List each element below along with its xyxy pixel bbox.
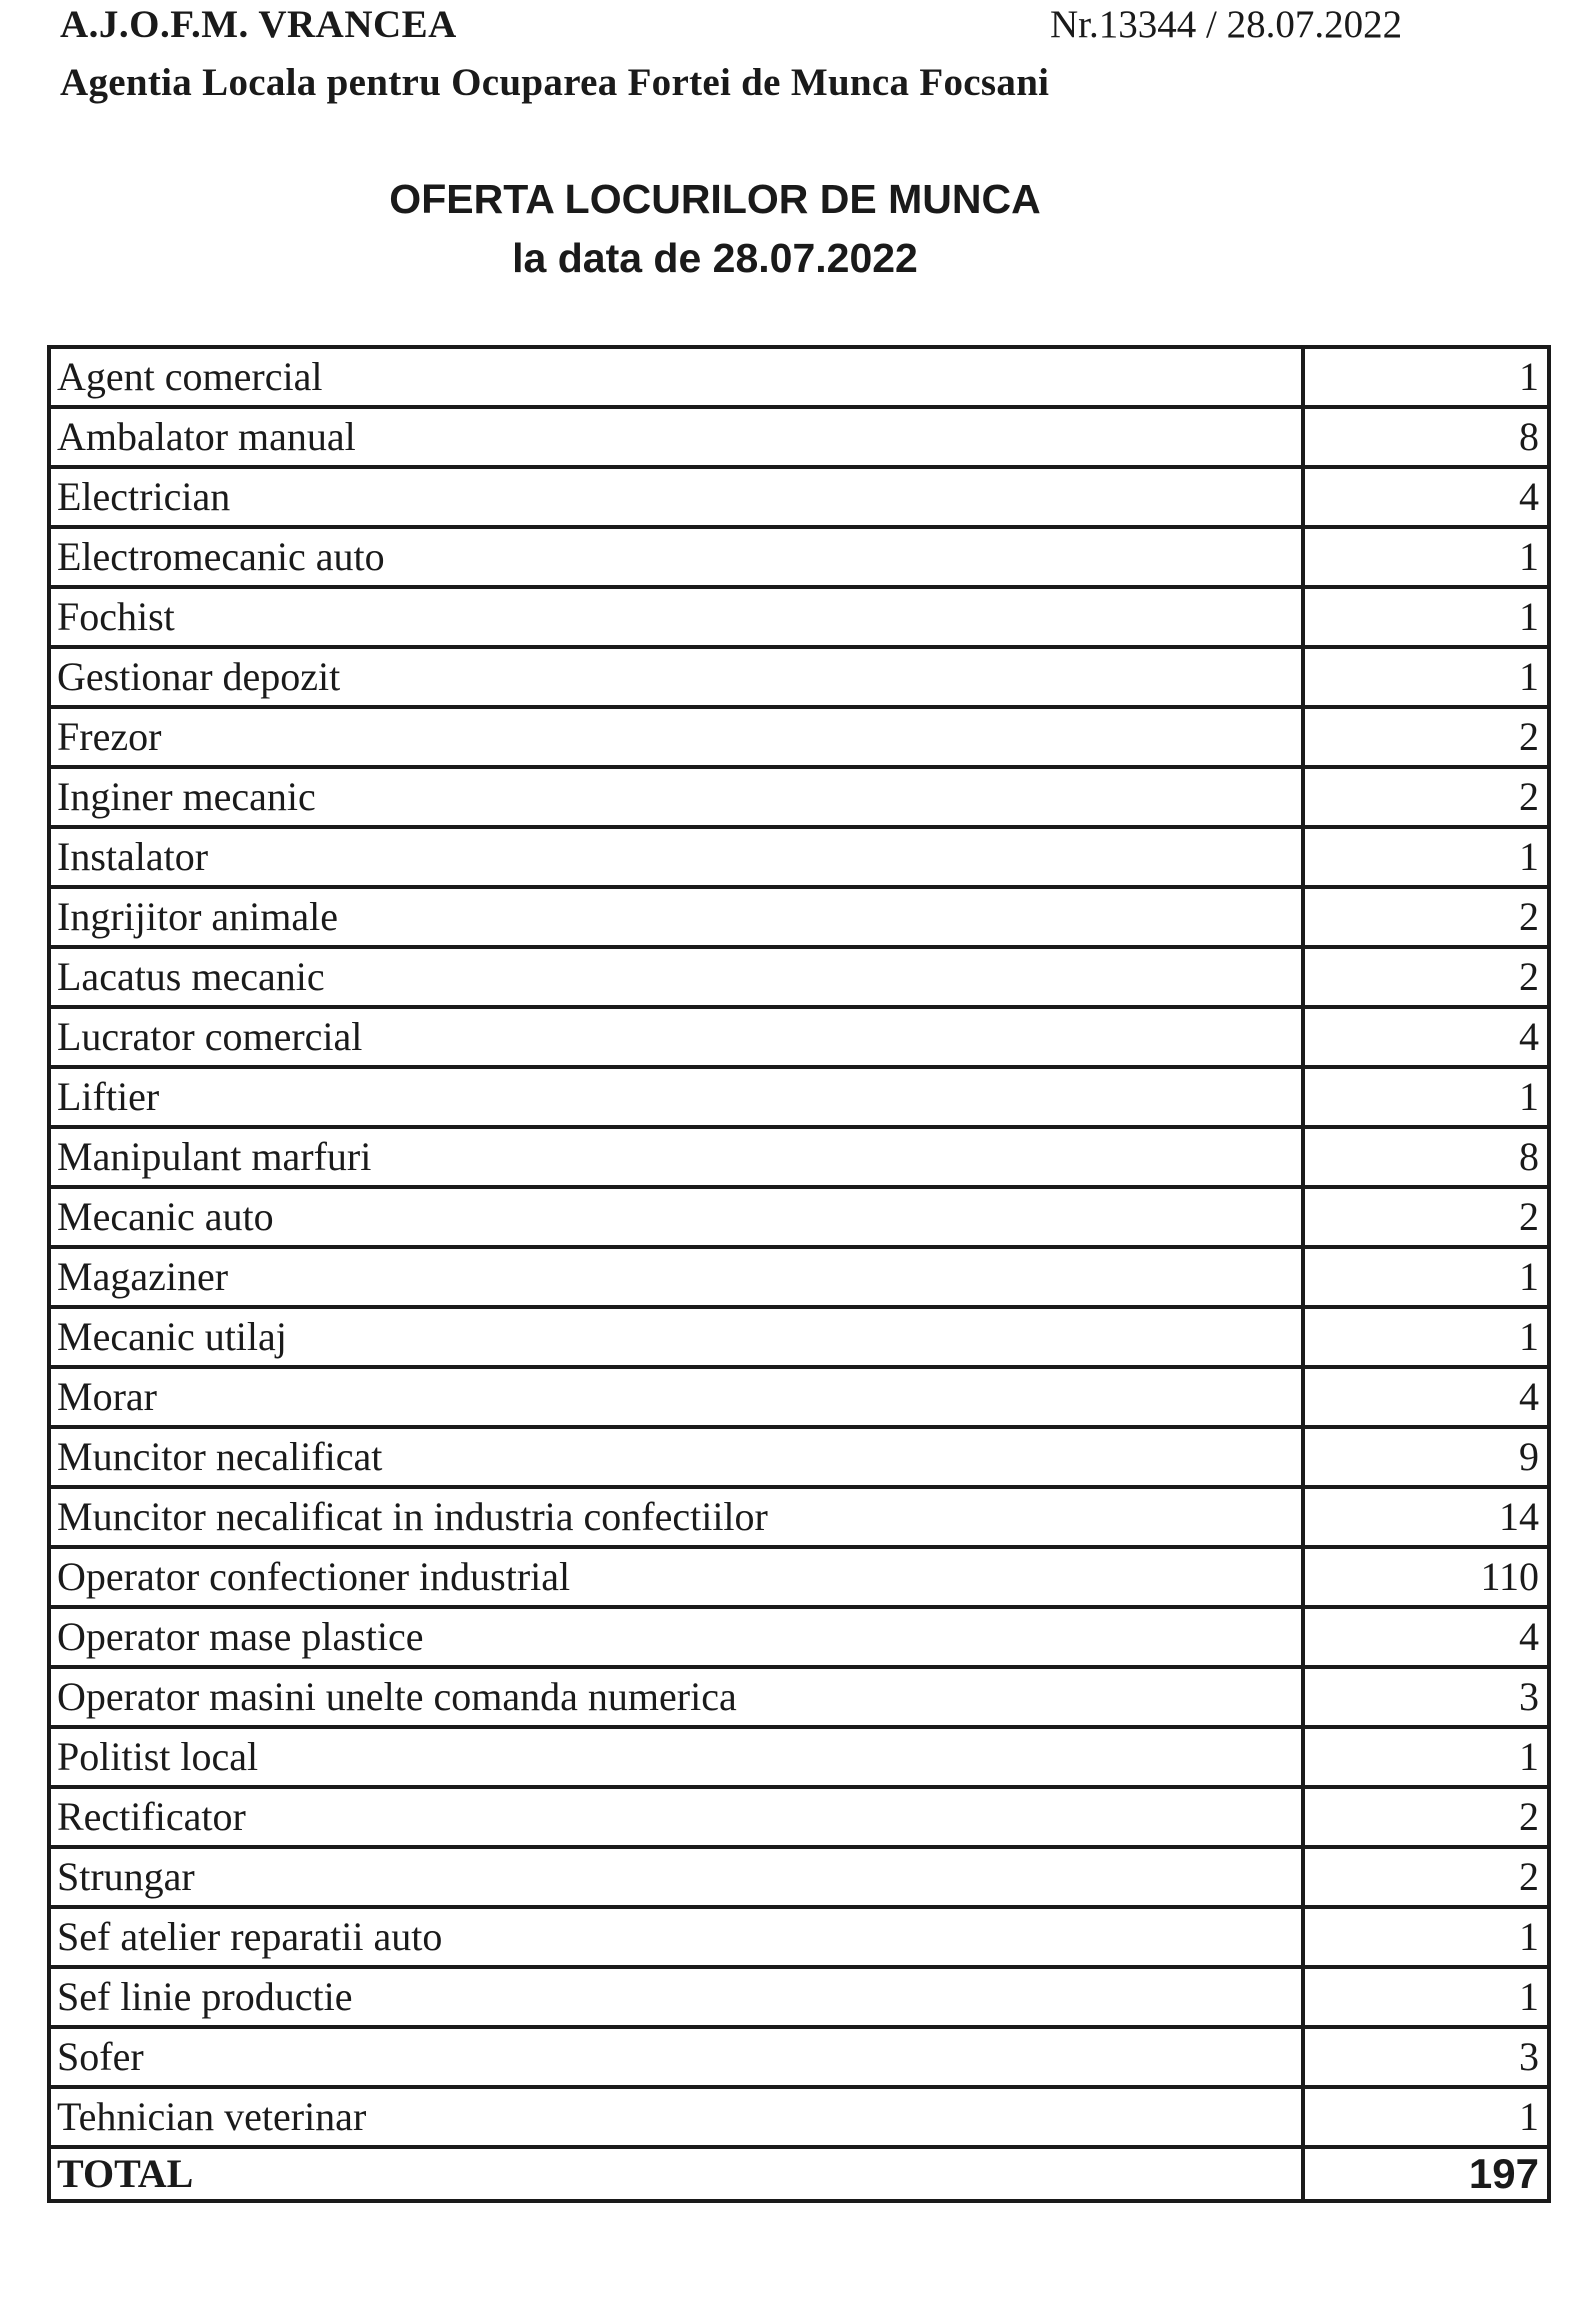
job-title: Lacatus mecanic xyxy=(49,947,1303,1007)
job-count: 8 xyxy=(1303,407,1549,467)
job-title: Frezor xyxy=(49,707,1303,767)
job-count: 14 xyxy=(1303,1487,1549,1547)
table-row xyxy=(49,587,1549,647)
job-offers-table xyxy=(47,345,1551,2203)
job-title: Sef atelier reparatii auto xyxy=(49,1907,1303,1967)
document-number: Nr.13344 / 28.07.2022 xyxy=(1050,3,1403,46)
job-count: 1 xyxy=(1303,647,1549,707)
table-row xyxy=(49,767,1549,827)
job-title: Strungar xyxy=(49,1847,1303,1907)
table-row xyxy=(49,1427,1549,1487)
job-count: 1 xyxy=(1303,1967,1549,2027)
table-row xyxy=(49,1727,1549,1787)
job-title: Ingrijitor animale xyxy=(49,887,1303,947)
table-row xyxy=(49,1667,1549,1727)
job-count: 2 xyxy=(1303,707,1549,767)
job-count: 2 xyxy=(1303,887,1549,947)
job-title: Rectificator xyxy=(49,1787,1303,1847)
table-row xyxy=(49,2087,1549,2147)
job-count: 1 xyxy=(1303,1067,1549,1127)
table-row xyxy=(49,1307,1549,1367)
job-count: 1 xyxy=(1303,347,1549,407)
job-count: 4 xyxy=(1303,1367,1549,1427)
job-title: Muncitor necalificat xyxy=(49,1427,1303,1487)
table-row xyxy=(49,1607,1549,1667)
table-row xyxy=(49,407,1549,467)
job-count: 3 xyxy=(1303,1667,1549,1727)
table-row xyxy=(49,1967,1549,2027)
job-count: 1 xyxy=(1303,1907,1549,1967)
job-title: Inginer mecanic xyxy=(49,767,1303,827)
job-title: Sofer xyxy=(49,2027,1303,2087)
total-count: 197 xyxy=(1303,2147,1549,2201)
job-count: 110 xyxy=(1303,1547,1549,1607)
table-row xyxy=(49,1187,1549,1247)
job-count: 1 xyxy=(1303,1307,1549,1367)
job-title: Manipulant marfuri xyxy=(49,1127,1303,1187)
table-row xyxy=(49,1787,1549,1847)
job-count: 4 xyxy=(1303,1007,1549,1067)
job-title: Morar xyxy=(49,1367,1303,1427)
table-row xyxy=(49,887,1549,947)
job-title: Instalator xyxy=(49,827,1303,887)
table-row xyxy=(49,1367,1549,1427)
job-title: Mecanic utilaj xyxy=(49,1307,1303,1367)
job-title: Operator mase plastice xyxy=(49,1607,1303,1667)
job-title: Magaziner xyxy=(49,1247,1303,1307)
total-label: TOTAL xyxy=(49,2147,1303,2201)
job-count: 4 xyxy=(1303,467,1549,527)
table-row xyxy=(49,1247,1549,1307)
table-row xyxy=(49,947,1549,1007)
job-count: 1 xyxy=(1303,1247,1549,1307)
agency-name: A.J.O.F.M. VRANCEA xyxy=(60,3,457,46)
job-count: 4 xyxy=(1303,1607,1549,1667)
job-count: 3 xyxy=(1303,2027,1549,2087)
job-count: 2 xyxy=(1303,767,1549,827)
job-title: Gestionar depozit xyxy=(49,647,1303,707)
job-title: Muncitor necalificat in industria confectiilor xyxy=(49,1487,1303,1547)
table-row xyxy=(49,707,1549,767)
job-count: 2 xyxy=(1303,1187,1549,1247)
table-row xyxy=(49,527,1549,587)
table-row xyxy=(49,2027,1549,2087)
job-title: Operator masini unelte comanda numerica xyxy=(49,1667,1303,1727)
job-title: Electromecanic auto xyxy=(49,527,1303,587)
job-count: 1 xyxy=(1303,527,1549,587)
table-row xyxy=(49,1907,1549,1967)
table-row xyxy=(49,1067,1549,1127)
table-row xyxy=(49,347,1549,407)
job-count: 2 xyxy=(1303,1847,1549,1907)
job-title: Politist local xyxy=(49,1727,1303,1787)
table-row xyxy=(49,467,1549,527)
job-title: Ambalator manual xyxy=(49,407,1303,467)
job-count: 1 xyxy=(1303,587,1549,647)
table-row xyxy=(49,647,1549,707)
table-row xyxy=(49,1847,1549,1907)
document-date: la data de 28.07.2022 xyxy=(512,235,918,281)
job-title: Tehnician veterinar xyxy=(49,2087,1303,2147)
sub-agency-name: Agentia Locala pentru Ocuparea Fortei de Munca Focsani xyxy=(60,61,1050,104)
job-count: 8 xyxy=(1303,1127,1549,1187)
table-row xyxy=(49,1007,1549,1067)
job-title: Agent comercial xyxy=(49,347,1303,407)
job-title: Lucrator comercial xyxy=(49,1007,1303,1067)
job-count: 9 xyxy=(1303,1427,1549,1487)
job-title: Liftier xyxy=(49,1067,1303,1127)
table-row xyxy=(49,1487,1549,1547)
job-title: Sef linie productie xyxy=(49,1967,1303,2027)
job-count: 2 xyxy=(1303,1787,1549,1847)
job-count: 1 xyxy=(1303,827,1549,887)
table-row xyxy=(49,1547,1549,1607)
job-title: Mecanic auto xyxy=(49,1187,1303,1247)
table-row xyxy=(49,827,1549,887)
job-rows xyxy=(49,347,1549,2147)
document-title: OFERTA LOCURILOR DE MUNCA xyxy=(389,176,1041,222)
job-count: 1 xyxy=(1303,2087,1549,2147)
job-title: Electrician xyxy=(49,467,1303,527)
table-row xyxy=(49,1127,1549,1187)
job-title: Operator confectioner industrial xyxy=(49,1547,1303,1607)
job-count: 1 xyxy=(1303,1727,1549,1787)
job-count: 2 xyxy=(1303,947,1549,1007)
total-row xyxy=(49,2147,1549,2201)
job-title: Fochist xyxy=(49,587,1303,647)
